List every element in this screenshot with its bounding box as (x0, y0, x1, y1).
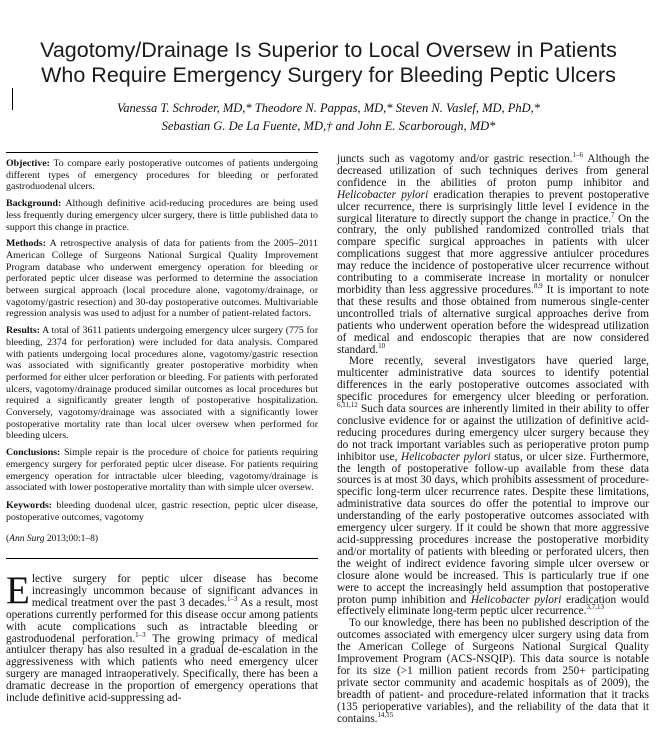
p1-ref-1: 1–6 (572, 151, 583, 160)
p2-italic-term-2: Helicobacter pylori (470, 593, 562, 606)
p2-italic-term: Helicobacter pylori (401, 450, 491, 463)
p1-italic-term: Helicobacter pylori (337, 188, 429, 201)
drop-cap: E (6, 569, 30, 612)
intro-ref-b: 1–3 (135, 630, 146, 639)
intro-text-c: The growing primacy of medical antiulcer therapy has also resulted in a gradual de-escalation in the aggressiveness with which patients who need emergency ulcer surgery are managed intraoperatively. Specifically, there has been a dramatic decrease in the proportion of emergency operations that include definitive acid-suppressing ad- (6, 632, 318, 705)
conclusions-label: Conclusions: (6, 447, 61, 459)
p1-ref-3: 8,9 (533, 282, 543, 291)
results-text: A total of 3611 patients undergoing emergency ulcer surgery (775 for bleeding, 2374 for perforation) were included for data analysis. Compared with patients undergoing local procedures alone, vagotomy/gastric resection was associated with significantly greater postoperative morbidity when performed for either ulcer perforation or bleeding. For patients with perforated ulcers, vagotomy/drainage produced similar outcomes as local procedures but required a significantly greater length of postoperative hospitalization. Conversely, vagotomy/drainage was associated with a significantly lower postoperative mortality rate than local ulcer oversew when performed for bleeding ulcers. (6, 325, 318, 442)
methods-text: A retrospective analysis of data for patients from the 2005–2011 American College of Surgeons National Surgical Quality Improvement Program database who underwent emergency operation for bleeding or perforated peptic ulcer disease was performed to determine the association between surgical approach (local procedure alone, vagotomy/drainage, or vagotomy/gastric resection) and 30-day postoperative outcomes. Multivariable regression analysis was used to adjust for a number of patient-related factors. (6, 238, 318, 320)
abstract-bottom-rule (6, 558, 318, 559)
body-paragraph-1 (337, 151, 650, 356)
p2-text-b: Such data sources are inherently limited in their ability to offer conclusive evidence for or against the utilization of definitive acid-reducing procedures during emergency ulcer surgery because they do not track important variables such as perioperative proton pump inhibitor use, (337, 403, 649, 463)
p2-text-c: status, or ulcer size. Furthermore, the length of postoperative follow-up available from these data sources is at most 30 days, which prohibits assessment of procedure-specific long-term ulcer recurrence rates. Despite these limitations, administrative data sources do offer the potential to improve our understanding of the early postoperative outcomes associated with emergency ulcer surgery. If it could be shown that more aggressive acid-suppressing procedures increase the postoperative morbidity and/or mortality of patients with bleeding or perforated ulcers, then the weight of indirect evidence favoring simple ulcer oversew or closure alone would be increased. This is particularly true if one were to accept the increasingly held assumption that postoperative proton pump inhibition and (337, 450, 649, 606)
p2-text-d: eradication would effectively eliminate long-term peptic ulcer recurrence. (337, 593, 649, 618)
objective-text: To compare early postoperative outcomes of patients undergoing different types of emergency procedures for bleeding or perforated gastroduodenal ulcers. (6, 158, 318, 193)
abstract-top-rule (6, 152, 318, 153)
title-line-1: Vagotomy/Drainage Is Superior to Local Oversew in Patients (40, 38, 617, 62)
objective-label: Objective: (6, 158, 50, 169)
p1-text-d: On the contrary, the only published randomized controlled trials that compare specific surgical approaches in patients with ulcer complications suggest that more aggressive antiulcer procedures may reduce the incidence of postoperative ulcer recurrence without contributing to a commiserate increase in mortality or nonulcer morbidity than less aggressive procedures. (337, 212, 650, 296)
intro-text-a: lective surgery for peptic ulcer disease has become increasingly uncommon because of significant advances in medical treatment over the past 3 decades. (31, 573, 318, 609)
article-citation (6, 534, 318, 546)
citation-details: 2013;00:1–8) (44, 534, 99, 545)
background-text: Although definitive acid-reducing procedures are being used less frequently during emergency ulcer surgery, there is little published data to support this change in practice. (6, 198, 318, 233)
intro-text-b: As a result, most operations currently performed for this disease occur among patients with acute complications such as intractable bleeding or gastroduodenal perforation. (6, 596, 319, 645)
p3-text-a: To our knowledge, there has been no published description of the outcomes associated with emergency ulcer surgery using data from the American College of Surgeons National Surgical Quality Improvement Program (ACS-NSQIP). This data source is notable for its size (>1 million patient records from 250+ participating private sector community and academic hospitals as of 2009), the breadth of patient- and procedure-related information that it tracks (135 perioperative variables), and the reliability of the data that it contains. (337, 617, 649, 725)
body-paragraph-2 (337, 356, 649, 618)
p1-text-b: Although the decreased utilization of such techniques derives from general confidence in the abilities of proton pump inhibitor and (337, 153, 649, 189)
text-cursor (12, 88, 13, 110)
abstract-background (6, 198, 318, 233)
citation-journal: Ann Surg (9, 534, 45, 545)
methods-label: Methods: (6, 238, 47, 250)
abstract-conclusions (6, 447, 318, 494)
introduction-paragraph (6, 569, 319, 705)
p1-text-c: eradication therapies to prevent postoperative ulcer recurrence, there is surprisingly little level I evidence in the surgical literature to directly support the change in practice. (337, 188, 649, 225)
abstract-keywords (6, 500, 318, 523)
abstract-methods (6, 238, 318, 320)
p2-ref-1: 6,11,12 (337, 401, 358, 410)
p3-ref: 14,15 (377, 710, 394, 719)
keywords-text: bleeding duodenal ulcer, gastric resection, peptic ulcer disease, postoperative outcomes, vagotomy (6, 499, 318, 523)
p1-ref-4: 10 (378, 341, 386, 350)
abstract-objective (6, 158, 318, 193)
right-column (337, 151, 650, 726)
results-label: Results: (6, 325, 41, 337)
citation-open-paren: ( (6, 534, 10, 545)
authors-line-1: Vanessa T. Schroder, MD,* Theodore N. Pappas, MD,* Steven N. Vaslef, MD, PhD,* (116, 101, 541, 115)
keywords-label: Keywords: (6, 499, 53, 511)
background-label: Background: (6, 198, 62, 210)
title-line-2: Who Require Emergency Surgery for Bleeding Peptic Ulcers (10, 63, 647, 110)
p1-text-e: It is important to note that these results and those obtained from numerous single-center uncontrolled trials of alternative surgical approaches derive from patients who underwent operation before the widespread utilization of medical and endoscopic therapies that are now considered standard. (337, 283, 650, 356)
p2-ref-2: 3,7,13 (586, 603, 604, 612)
abstract-block (6, 158, 318, 551)
abstract-results (6, 325, 318, 442)
intro-ref-a: 1–3 (227, 595, 238, 604)
author-list (30, 99, 627, 135)
conclusions-text: Simple repair is the procedure of choice for patients requiring emergency surgery for perforated peptic ulcer disease. For patients requiring emergency operation for intractable ulcer bleeding, vagotomy/drainage is associated with lower postoperative mortality than with simple ulcer oversew. (6, 447, 318, 494)
p1-text-a: juncts such as vagotomy and/or gastric resection. (337, 153, 573, 165)
p2-text-a: More recently, several investigators have queried large, multicenter administrative data sources to identify potential differences in the early postoperative outcomes associated with specific procedures for emergency ulcer bleeding or perforation. (337, 355, 649, 404)
body-paragraph-3 (337, 618, 649, 725)
authors-line-2: Sebastian G. De La Fuente, MD,† and John E. Scarborough, MD* (161, 119, 496, 133)
p1-ref-2: 7 (611, 210, 615, 219)
